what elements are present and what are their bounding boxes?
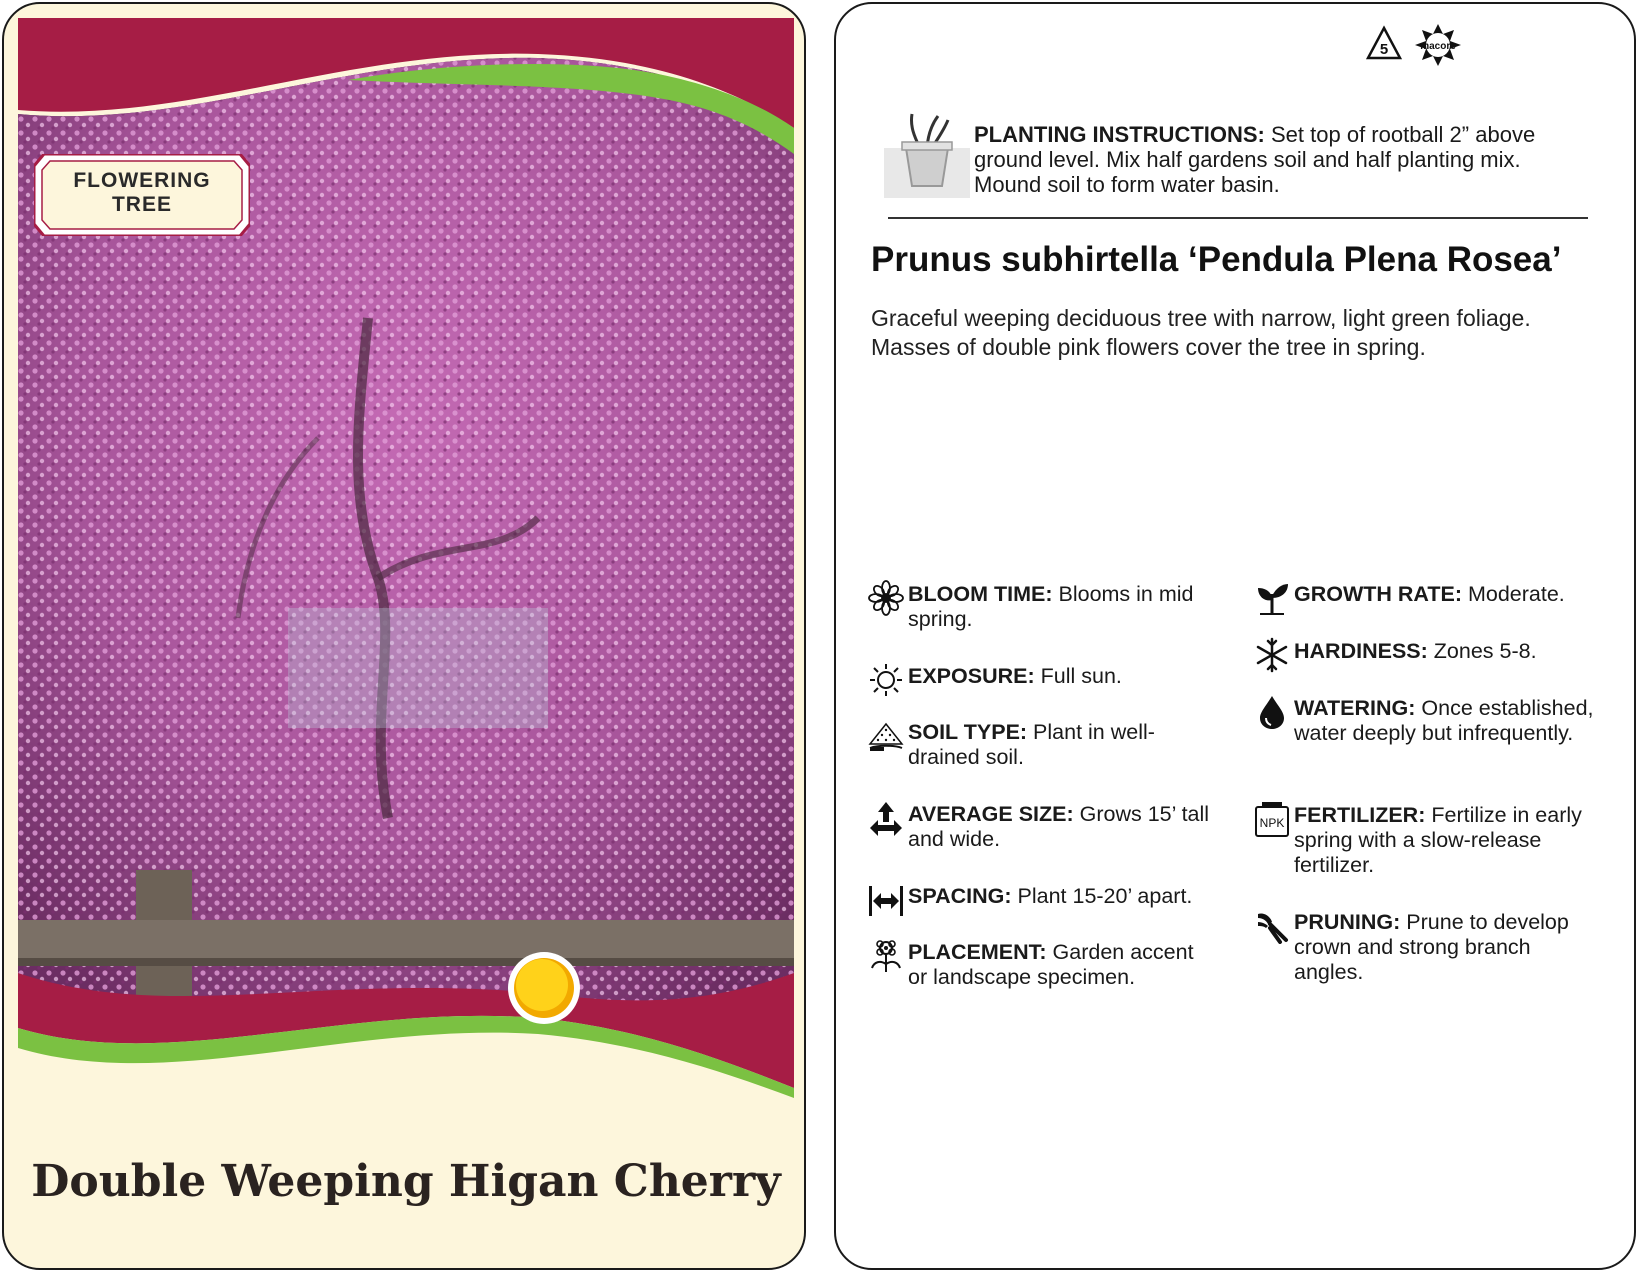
sprout-icon [1254,580,1290,616]
attr-fertilizer [1254,803,1599,878]
svg-text:macore: macore [1420,41,1456,52]
attr-bloom-time [868,582,1213,632]
flower-icon [868,580,904,616]
npk-icon [1254,801,1290,837]
placement-value: Garden accent or landscape specimen. [908,940,1194,989]
attr-exposure [868,664,1213,698]
attr-watering [1254,696,1599,746]
back-card [834,2,1636,1270]
recycle-5-icon [1368,28,1400,58]
bloom-time-value: Blooms in mid spring. [908,582,1194,631]
common-name: Double Weeping Higan Cherry [31,1156,781,1207]
placement-label: PLACEMENT: [908,940,1047,964]
watering-label: WATERING: [1294,696,1416,720]
placement-icon [868,938,904,974]
fertilizer-label: FERTILIZER: [1294,803,1426,827]
hardiness-value: Zones 5-8. [1427,639,1537,663]
snowflake-icon [1254,637,1290,673]
planting-text [974,122,1574,197]
soil-type-label: SOIL TYPE: [908,720,1028,744]
potted-plant-icon [884,108,970,200]
full-sun-icon [506,950,582,1026]
macore-logo [1415,24,1461,66]
exposure-label: EXPOSURE: [908,664,1035,688]
average-size-label: AVERAGE SIZE: [908,802,1074,826]
spacing-value: Plant 15-20’ apart. [1011,884,1193,908]
attr-pruning [1254,910,1599,985]
growth-rate-value: Moderate. [1462,582,1565,606]
svg-text:NPK: NPK [1259,816,1285,830]
pruning-label: PRUNING: [1294,910,1401,934]
attr-placement [868,940,1213,990]
planting-label: PLANTING INSTRUCTIONS: [974,122,1265,147]
fertilizer-value: Fertilize in early spring with a slow-release fertilizer. [1294,803,1582,877]
plant-description: Graceful weeping deciduous tree with narrow, light green foliage. Masses of double pink flowers cover the tree in spring. [871,305,1531,360]
category-line-2: TREE [111,193,172,216]
pruning-value: Prune to develop crown and strong branch angles. [1294,910,1569,984]
spacing-icon [868,882,904,918]
bloom-time-label: BLOOM TIME: [908,582,1053,606]
attr-growth-rate [1254,582,1599,616]
growth-rate-label: GROWTH RATE: [1294,582,1462,606]
planting-instructions [884,104,1584,200]
pruners-icon [1254,908,1290,944]
average-size-value: Grows 15’ tall and wide. [908,802,1210,851]
water-drop-icon [1254,694,1290,730]
attr-soil-type [868,720,1213,770]
category-line-1: FLOWERING [73,169,211,192]
attr-spacing [868,884,1213,918]
spacing-label: SPACING: [908,884,1012,908]
planting-body: Set top of rootball 2” above ground level. Mix half gardens soil and half planting mix. Mound soil to form water basin. [974,122,1536,197]
attr-hardiness [1254,639,1599,673]
category-label [34,169,250,217]
soil-icon [868,718,904,754]
svg-text:5: 5 [1379,41,1389,58]
hardiness-label: HARDINESS: [1294,639,1428,663]
sun-icon [868,662,904,698]
size-arrows-icon [868,800,904,836]
soil-type-value: Plant in well-drained soil. [908,720,1155,769]
attr-average-size [868,802,1213,852]
exposure-value: Full sun. [1034,664,1122,688]
botanical-name: Prunus subhirtella ‘Pendula Plena Rosea’ [871,240,1562,279]
front-card [2,2,806,1270]
recycle-logos [1366,22,1476,68]
watering-value: Once established, water deeply but infrequently. [1294,696,1594,745]
divider [888,217,1588,219]
